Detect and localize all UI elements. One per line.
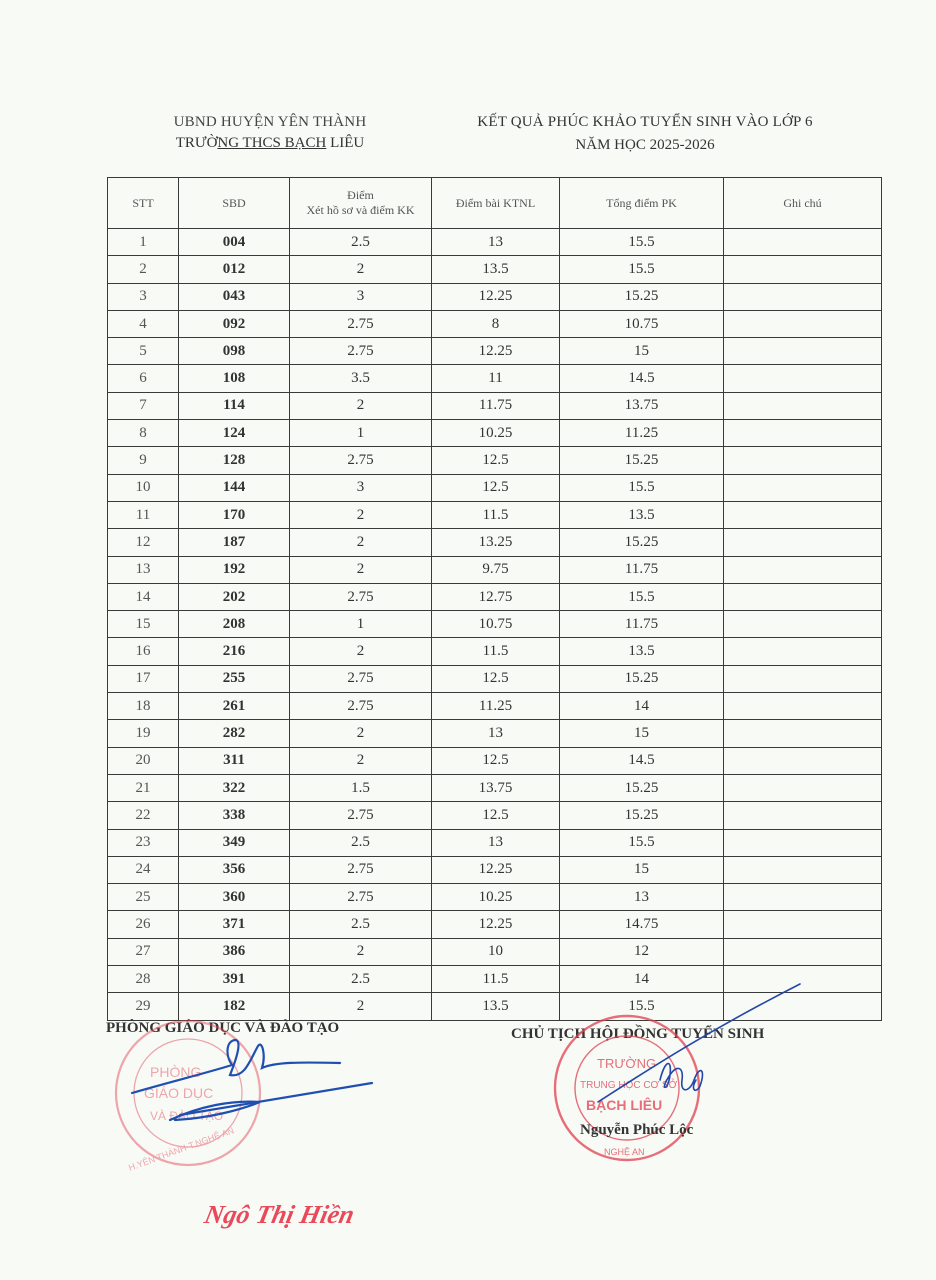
- cell-stt: 21: [108, 774, 179, 801]
- cell-xet-ho-so: 2: [290, 501, 432, 528]
- cell-sbd: 012: [179, 256, 290, 283]
- cell-stt: 19: [108, 720, 179, 747]
- cell-xet-ho-so: 2: [290, 529, 432, 556]
- cell-xet-ho-so: 2.75: [290, 693, 432, 720]
- cell-xet-ho-so: 2.5: [290, 911, 432, 938]
- cell-ktnl: 11.5: [432, 966, 560, 993]
- cell-tong-diem: 15.5: [560, 229, 724, 256]
- cell-ktnl: 12.25: [432, 911, 560, 938]
- col-tong-diem: Tổng điểm PK: [560, 178, 724, 229]
- cell-ghi-chu: [724, 856, 882, 883]
- col-ktnl: Điểm bài KTNL: [432, 178, 560, 229]
- cell-stt: 16: [108, 638, 179, 665]
- cell-xet-ho-so: 2: [290, 747, 432, 774]
- cell-xet-ho-so: 2.75: [290, 884, 432, 911]
- cell-sbd: 092: [179, 310, 290, 337]
- cell-ktnl: 12.25: [432, 856, 560, 883]
- table-row: [108, 256, 882, 283]
- cell-ghi-chu: [724, 583, 882, 610]
- cell-tong-diem: 13.75: [560, 392, 724, 419]
- cell-sbd: 187: [179, 529, 290, 556]
- document-title: [430, 114, 860, 154]
- cell-stt: 6: [108, 365, 179, 392]
- cell-ghi-chu: [724, 556, 882, 583]
- table-row: [108, 802, 882, 829]
- cell-ghi-chu: [724, 338, 882, 365]
- cell-sbd: 208: [179, 611, 290, 638]
- table-row: [108, 993, 882, 1020]
- cell-ktnl: 13.25: [432, 529, 560, 556]
- cell-xet-ho-so: 1: [290, 611, 432, 638]
- cell-tong-diem: 15.5: [560, 829, 724, 856]
- cell-ktnl: 12.75: [432, 583, 560, 610]
- cell-ktnl: 12.5: [432, 474, 560, 501]
- cell-ghi-chu: [724, 310, 882, 337]
- table-row: [108, 501, 882, 528]
- cell-tong-diem: 14.75: [560, 911, 724, 938]
- cell-sbd: 098: [179, 338, 290, 365]
- right-signatory-name: Nguyễn Phúc Lộc: [580, 1122, 694, 1138]
- left-stamp-ring: H.YÊN THÀNH-T.NGHỆ AN: [127, 1125, 236, 1173]
- cell-tong-diem: 14: [560, 693, 724, 720]
- cell-tong-diem: 13.5: [560, 638, 724, 665]
- right-stamp-line3: BẠCH LIÊU: [586, 1097, 663, 1113]
- table-row: [108, 392, 882, 419]
- cell-tong-diem: 15.25: [560, 529, 724, 556]
- col-xet-ho-so: Điểm Xét hồ sơ và điểm KK: [290, 178, 432, 229]
- cell-stt: 26: [108, 911, 179, 938]
- cell-ktnl: 10.75: [432, 611, 560, 638]
- table-row: [108, 474, 882, 501]
- cell-sbd: 322: [179, 774, 290, 801]
- cell-stt: 17: [108, 665, 179, 692]
- cell-tong-diem: 15.25: [560, 447, 724, 474]
- cell-ktnl: 13.75: [432, 774, 560, 801]
- right-signatory-title: CHỦ TỊCH HỘI ĐỒNG TUYỂN SINH: [511, 1026, 765, 1042]
- left-stamp: [116, 1021, 260, 1173]
- cell-tong-diem: 15.5: [560, 474, 724, 501]
- cell-ghi-chu: [724, 529, 882, 556]
- cell-ktnl: 10.25: [432, 884, 560, 911]
- cell-sbd: 128: [179, 447, 290, 474]
- col-stt: STT: [108, 178, 179, 229]
- cell-xet-ho-so: 2: [290, 720, 432, 747]
- cell-sbd: 391: [179, 966, 290, 993]
- cell-ghi-chu: [724, 938, 882, 965]
- cell-tong-diem: 11.75: [560, 611, 724, 638]
- cell-ktnl: 12.5: [432, 747, 560, 774]
- cell-sbd: 386: [179, 938, 290, 965]
- cell-stt: 9: [108, 447, 179, 474]
- issuing-authority: [140, 114, 400, 152]
- table-header-row: [108, 178, 882, 229]
- cell-tong-diem: 13.5: [560, 501, 724, 528]
- table-row: [108, 938, 882, 965]
- cell-sbd: 144: [179, 474, 290, 501]
- cell-xet-ho-so: 2: [290, 256, 432, 283]
- left-stamp-line2: GIÁO DỤC: [144, 1085, 214, 1101]
- left-stamp-line3: VÀ ĐÀO TẠO: [150, 1109, 224, 1123]
- cell-stt: 14: [108, 583, 179, 610]
- cell-sbd: 360: [179, 884, 290, 911]
- cell-sbd: 108: [179, 365, 290, 392]
- cell-stt: 2: [108, 256, 179, 283]
- table-body: [108, 229, 882, 1021]
- cell-tong-diem: 15.25: [560, 665, 724, 692]
- cell-ghi-chu: [724, 966, 882, 993]
- cell-ghi-chu: [724, 911, 882, 938]
- table-row: [108, 611, 882, 638]
- table-row: [108, 774, 882, 801]
- cell-tong-diem: 15: [560, 720, 724, 747]
- cell-ghi-chu: [724, 611, 882, 638]
- cell-ghi-chu: [724, 474, 882, 501]
- cell-xet-ho-so: 2.75: [290, 583, 432, 610]
- cell-xet-ho-so: 3: [290, 283, 432, 310]
- cell-xet-ho-so: 2.5: [290, 229, 432, 256]
- cell-sbd: 338: [179, 802, 290, 829]
- cell-tong-diem: 13: [560, 884, 724, 911]
- cell-stt: 25: [108, 884, 179, 911]
- cell-stt: 10: [108, 474, 179, 501]
- cell-ghi-chu: [724, 693, 882, 720]
- cell-ktnl: 9.75: [432, 556, 560, 583]
- cell-xet-ho-so: 2.75: [290, 665, 432, 692]
- cell-ktnl: 13: [432, 829, 560, 856]
- cell-ghi-chu: [724, 256, 882, 283]
- cell-xet-ho-so: 2.5: [290, 966, 432, 993]
- cell-stt: 5: [108, 338, 179, 365]
- cell-ktnl: 11.5: [432, 501, 560, 528]
- cell-stt: 22: [108, 802, 179, 829]
- table-row: [108, 884, 882, 911]
- table-row: [108, 693, 882, 720]
- cell-ghi-chu: [724, 829, 882, 856]
- table-row: [108, 966, 882, 993]
- cell-stt: 24: [108, 856, 179, 883]
- cell-xet-ho-so: 2.5: [290, 829, 432, 856]
- cell-tong-diem: 15: [560, 338, 724, 365]
- cell-stt: 29: [108, 993, 179, 1020]
- cell-ktnl: 13: [432, 229, 560, 256]
- cell-xet-ho-so: 2.75: [290, 338, 432, 365]
- cell-tong-diem: 14: [560, 966, 724, 993]
- cell-xet-ho-so: 3.5: [290, 365, 432, 392]
- cell-ktnl: 12.25: [432, 338, 560, 365]
- cell-stt: 3: [108, 283, 179, 310]
- left-signature: [132, 1040, 372, 1120]
- left-signatory-title: PHÒNG GIÁO DỤC VÀ ĐÀO TẠO: [106, 1020, 340, 1036]
- cell-tong-diem: 12: [560, 938, 724, 965]
- cell-stt: 23: [108, 829, 179, 856]
- table-row: [108, 911, 882, 938]
- cell-tong-diem: 14.5: [560, 365, 724, 392]
- cell-stt: 13: [108, 556, 179, 583]
- school-year: NĂM HỌC 2025-2026: [575, 137, 715, 153]
- cell-sbd: 170: [179, 501, 290, 528]
- cell-ktnl: 8: [432, 310, 560, 337]
- cell-ktnl: 13: [432, 720, 560, 747]
- table-row: [108, 420, 882, 447]
- cell-stt: 27: [108, 938, 179, 965]
- cell-stt: 8: [108, 420, 179, 447]
- cell-tong-diem: 10.75: [560, 310, 724, 337]
- cell-xet-ho-so: 3: [290, 474, 432, 501]
- table-row: [108, 229, 882, 256]
- table-row: [108, 720, 882, 747]
- cell-xet-ho-so: 2.75: [290, 802, 432, 829]
- cell-sbd: 114: [179, 392, 290, 419]
- table-row: [108, 583, 882, 610]
- cell-xet-ho-so: 1.5: [290, 774, 432, 801]
- cell-ghi-chu: [724, 802, 882, 829]
- table-row: [108, 447, 882, 474]
- cell-xet-ho-so: 2: [290, 938, 432, 965]
- cell-sbd: 182: [179, 993, 290, 1020]
- col-sbd: SBD: [179, 178, 290, 229]
- cell-sbd: 371: [179, 911, 290, 938]
- cell-xet-ho-so: 2.75: [290, 310, 432, 337]
- right-stamp-line2: TRUNG HỌC CƠ SỞ: [580, 1080, 678, 1091]
- cell-sbd: 043: [179, 283, 290, 310]
- cell-ktnl: 13.5: [432, 993, 560, 1020]
- cell-stt: 4: [108, 310, 179, 337]
- cell-ghi-chu: [724, 665, 882, 692]
- cell-xet-ho-so: 2: [290, 392, 432, 419]
- cell-tong-diem: 15.5: [560, 583, 724, 610]
- cell-ghi-chu: [724, 993, 882, 1020]
- cell-stt: 12: [108, 529, 179, 556]
- cell-ghi-chu: [724, 420, 882, 447]
- cell-ghi-chu: [724, 638, 882, 665]
- cell-ghi-chu: [724, 283, 882, 310]
- table-row: [108, 283, 882, 310]
- cell-sbd: 004: [179, 229, 290, 256]
- cell-ktnl: 13.5: [432, 256, 560, 283]
- cell-xet-ho-so: 2: [290, 993, 432, 1020]
- cell-tong-diem: 15: [560, 856, 724, 883]
- cell-sbd: 261: [179, 693, 290, 720]
- right-stamp-ring: NGHỆ AN: [604, 1147, 645, 1157]
- cell-ktnl: 12.5: [432, 447, 560, 474]
- cell-ktnl: 11: [432, 365, 560, 392]
- table-row: [108, 529, 882, 556]
- cell-sbd: 192: [179, 556, 290, 583]
- cell-ghi-chu: [724, 447, 882, 474]
- col-ghi-chu: Ghi chú: [724, 178, 882, 229]
- table-row: [108, 338, 882, 365]
- cell-ghi-chu: [724, 229, 882, 256]
- cell-ghi-chu: [724, 365, 882, 392]
- cell-xet-ho-so: 2: [290, 638, 432, 665]
- table-row: [108, 829, 882, 856]
- school-name: TRƯỜNG THCS BẠCH LIÊU: [175, 135, 365, 151]
- cell-ktnl: 11.5: [432, 638, 560, 665]
- cell-ktnl: 11.25: [432, 693, 560, 720]
- table-row: [108, 310, 882, 337]
- cell-tong-diem: 14.5: [560, 747, 724, 774]
- cell-ghi-chu: [724, 774, 882, 801]
- right-stamp-line1: TRƯỜNG: [597, 1056, 657, 1071]
- cell-stt: 7: [108, 392, 179, 419]
- cell-tong-diem: 11.75: [560, 556, 724, 583]
- table-row: [108, 556, 882, 583]
- cell-ktnl: 10: [432, 938, 560, 965]
- cell-xet-ho-so: 2: [290, 556, 432, 583]
- cell-tong-diem: 15.25: [560, 283, 724, 310]
- cell-ktnl: 12.25: [432, 283, 560, 310]
- cell-stt: 20: [108, 747, 179, 774]
- cell-xet-ho-so: 2.75: [290, 856, 432, 883]
- cell-sbd: 202: [179, 583, 290, 610]
- title-line: KẾT QUẢ PHÚC KHẢO TUYỂN SINH VÀO LỚP 6: [477, 114, 813, 130]
- district-name: UBND HUYỆN YÊN THÀNH: [173, 114, 367, 130]
- cell-sbd: 311: [179, 747, 290, 774]
- cell-ktnl: 10.25: [432, 420, 560, 447]
- cell-tong-diem: 15.5: [560, 256, 724, 283]
- cell-sbd: 255: [179, 665, 290, 692]
- cell-tong-diem: 15.5: [560, 993, 724, 1020]
- results-table: [107, 177, 882, 1021]
- cell-ghi-chu: [724, 501, 882, 528]
- cell-ghi-chu: [724, 392, 882, 419]
- cell-ghi-chu: [724, 720, 882, 747]
- cell-sbd: 282: [179, 720, 290, 747]
- cell-ktnl: 12.5: [432, 665, 560, 692]
- cell-xet-ho-so: 1: [290, 420, 432, 447]
- cell-stt: 15: [108, 611, 179, 638]
- cell-sbd: 124: [179, 420, 290, 447]
- table-row: [108, 856, 882, 883]
- cell-tong-diem: 15.25: [560, 802, 724, 829]
- cell-stt: 18: [108, 693, 179, 720]
- cell-sbd: 356: [179, 856, 290, 883]
- table-row: [108, 747, 882, 774]
- cell-ktnl: 12.5: [432, 802, 560, 829]
- left-signatory-name: Ngô Thị Hiền: [202, 1200, 357, 1229]
- cell-tong-diem: 11.25: [560, 420, 724, 447]
- cell-ghi-chu: [724, 747, 882, 774]
- table-row: [108, 365, 882, 392]
- cell-tong-diem: 15.25: [560, 774, 724, 801]
- cell-stt: 1: [108, 229, 179, 256]
- cell-sbd: 216: [179, 638, 290, 665]
- cell-stt: 28: [108, 966, 179, 993]
- cell-xet-ho-so: 2.75: [290, 447, 432, 474]
- cell-stt: 11: [108, 501, 179, 528]
- left-stamp-line1: PHÒNG: [150, 1064, 202, 1080]
- cell-ghi-chu: [724, 884, 882, 911]
- table-row: [108, 665, 882, 692]
- table-row: [108, 638, 882, 665]
- cell-sbd: 349: [179, 829, 290, 856]
- cell-ktnl: 11.75: [432, 392, 560, 419]
